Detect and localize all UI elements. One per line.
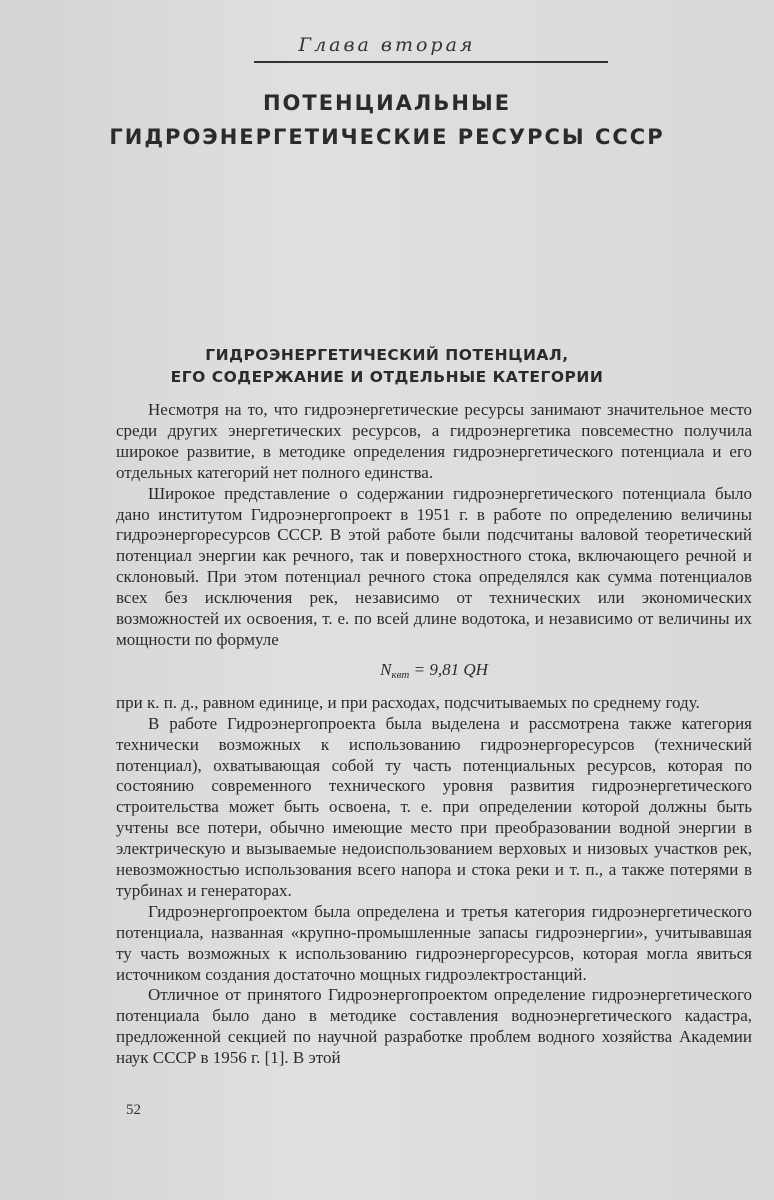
chapter-title-line2: ГИДРОЭНЕРГЕТИЧЕСКИЕ РЕСУРСЫ СССР — [109, 125, 665, 149]
chapter-divider — [254, 61, 608, 63]
paragraph-1: Несмотря на то, что гидроэнергетические ресурсы занимают значительное место среди других энергетических ресурсов, а гидроэнергетика повсеместно получила широкое развитие, в методике определения гидроэнергетического потенциала и его отдельных категорий нет полного единства. — [116, 400, 752, 482]
formula-subscript: квт — [391, 668, 410, 681]
section-title — [0, 344, 774, 388]
chapter-title — [0, 86, 774, 154]
body-text — [116, 400, 752, 1069]
formula-rhs: = 9,81 QH — [409, 659, 488, 679]
page-number: 52 — [126, 1102, 141, 1118]
paragraph-2: Широкое представление о содержании гидроэнергетического потенциала было дано институтом Гидроэнергопроект в 1951 г. в работе по определению величины гидроэнергоресурсов СССР. В этой работе были подсчитаны валовой теоретический потенциал энергии как речного, так и поверхностного стока, включающего речной и склоновый. При этом потенциал речного стока определялся как сумма потенциалов всех без исключения рек, независимо от технических или экономических возможностей их освоения, т. е. по всей длине водотока, и независимо от величины их мощности по формуле — [116, 483, 752, 649]
paragraph-4: Гидроэнергопроектом была определена и третья категория гидроэнергетического потенциала, названная «крупно-промышленные запасы гидроэнергии», учитывавшая ту часть возможных к использованию гидроэнергоресурсов, которая могла явиться источником создания достаточно мощных гидроэлектростанций. — [116, 901, 752, 984]
paragraph-5: Отличное от принятого Гидроэнергопроектом определение гидроэнергетического потенциала было дано в методике составления водноэнергетического кадастра, предложенной секцией по научной разработке проблем водного хозяйства Академии наук СССР в 1956 г. [1]. В этой — [116, 985, 752, 1068]
section-title-line1: ГИДРОЭНЕРГЕТИЧЕСКИЙ ПОТЕНЦИАЛ, — [205, 346, 569, 364]
chapter-label: Глава вторая — [298, 34, 476, 56]
paragraph-3: В работе Гидроэнергопроекта была выделена и рассмотрена также категория технически возможных к использованию гидроэнергоресурсов (технический потенциал), охватывающая собой ту часть потенциальных ресурсов, которая по состоянию современного технического уровня развития гидроэнергетического строительства может быть освоена, т. е. при определении которой должны быть учтены все потери, обычно имеющие место при преобразовании водной энергии в электрическую и вызываемые недоиспользованием верховых и низовых участков рек, невозможностью использования всего напора и стока реки и т. п., а также потерями в турбинах и генераторах. — [116, 713, 752, 900]
paragraph-2-continuation: при к. п. д., равном единице, и при расходах, подсчитываемых по среднему году. — [116, 692, 700, 712]
chapter-title-line1: ПОТЕНЦИАЛЬНЫЕ — [262, 91, 512, 115]
formula-lhs: N — [380, 659, 392, 679]
section-title-line2: ЕГО СОДЕРЖАНИЕ И ОТДЕЛЬНЫЕ КАТЕГОРИИ — [170, 368, 604, 386]
power-formula — [116, 660, 752, 686]
